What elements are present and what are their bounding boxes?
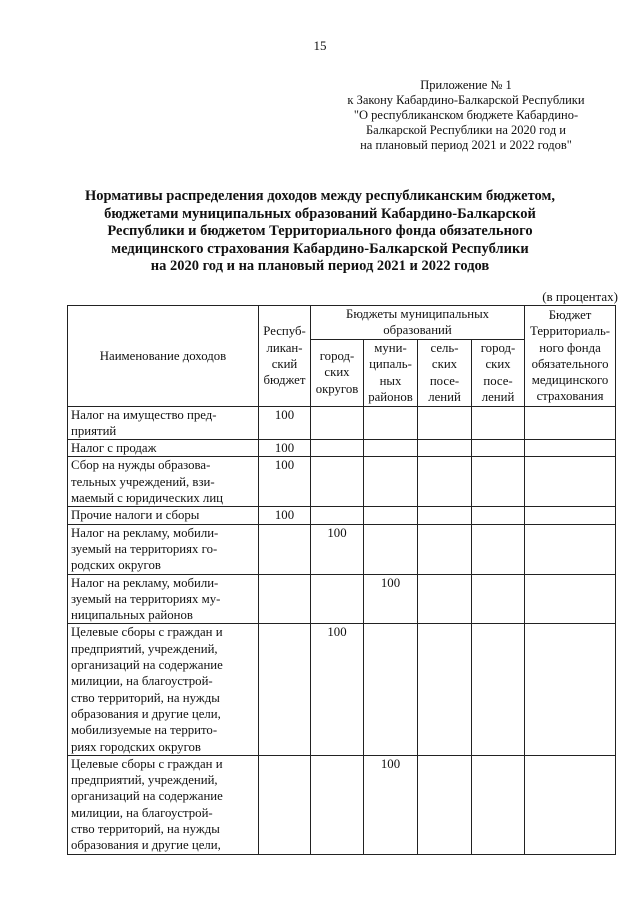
title-line: Республики и бюджетом Территориального фонда обязательного	[107, 223, 533, 239]
table-row	[68, 624, 616, 755]
cell-republican	[259, 755, 311, 854]
document-title	[60, 188, 580, 276]
cell-rural	[418, 457, 472, 507]
cell-fund	[525, 624, 616, 755]
cell-urban	[472, 574, 525, 624]
cell-rural	[418, 755, 472, 854]
cell-rural	[418, 574, 472, 624]
cell-urban	[472, 524, 525, 574]
cell-rural	[418, 624, 472, 755]
cell-district: 100	[364, 574, 418, 624]
cell-urban	[472, 440, 525, 457]
header-city-districts: город- ских округов	[311, 339, 364, 406]
cell-urban	[472, 457, 525, 507]
header-rural-settlements: сель- ских посе- лений	[418, 339, 472, 406]
cell-fund	[525, 507, 616, 524]
cell-rural	[418, 524, 472, 574]
cell-urban	[472, 624, 525, 755]
cell-urban	[472, 755, 525, 854]
row-name: Целевые сборы с граждан и предприятий, учреждений, организаций на содержание милиции, на благоустрой- ство территорий, на нужды образования и другие цели,	[68, 755, 259, 854]
cell-fund	[525, 524, 616, 574]
header-municipal-districts: муни- ципаль- ных районов	[364, 339, 418, 406]
row-name: Целевые сборы с граждан и предприятий, учреждений, организаций на содержание милиции, на благоустрой- ство территорий, на нужды образования и другие цели, мобилизуемые на террито- риях городских округов	[68, 624, 259, 755]
cell-city: 100	[311, 624, 364, 755]
cell-city	[311, 507, 364, 524]
cell-republican	[259, 524, 311, 574]
row-name: Прочие налоги и сборы	[68, 507, 259, 524]
table-row	[68, 524, 616, 574]
appendix-line: к Закону Кабардино-Балкарской Республики	[347, 93, 585, 107]
cell-district	[364, 524, 418, 574]
title-line: на 2020 год и на плановый период 2021 и 2022 годов	[150, 258, 490, 274]
table-row	[68, 574, 616, 624]
row-name: Налог на рекламу, мобили- зуемый на территориях му- ниципальных районов	[68, 574, 259, 624]
cell-urban	[472, 406, 525, 440]
cell-urban	[472, 507, 525, 524]
cell-republican	[259, 574, 311, 624]
cell-rural	[418, 507, 472, 524]
row-name: Налог с продаж	[68, 440, 259, 457]
cell-city	[311, 457, 364, 507]
cell-fund	[525, 406, 616, 440]
appendix-line: на плановый период 2021 и 2022 годов"	[360, 138, 572, 152]
row-name: Налог на рекламу, мобили- зуемый на территориях го- родских округов	[68, 524, 259, 574]
row-name: Сбор на нужды образова- тельных учреждений, взи- маемый с юридических лиц	[68, 457, 259, 507]
cell-district	[364, 440, 418, 457]
cell-fund	[525, 457, 616, 507]
cell-city	[311, 574, 364, 624]
cell-fund	[525, 574, 616, 624]
header-urban-settlements: город- ских посе- лений	[472, 339, 525, 406]
header-republican: Респуб- ликан- ский бюджет	[259, 306, 311, 407]
cell-city	[311, 440, 364, 457]
title-line: медицинского страхования Кабардино-Балкарской Республики	[111, 240, 529, 257]
cell-rural	[418, 406, 472, 440]
header-name: Наименование доходов	[68, 306, 259, 407]
title-line: Нормативы распределения доходов между республиканским бюджетом,	[85, 188, 555, 204]
cell-republican: 100	[259, 406, 311, 440]
table-row	[68, 457, 616, 507]
cell-district	[364, 624, 418, 755]
cell-district	[364, 457, 418, 507]
cell-republican	[259, 624, 311, 755]
table-row	[68, 440, 616, 457]
appendix-line: Балкарской Республики на 2020 год и	[365, 123, 566, 137]
appendix-line: Приложение № 1	[420, 78, 512, 92]
header-fund: Бюджет Территориаль- ного фонда обязательного медицинского страхования	[525, 306, 616, 407]
units-note: (в процентах)	[542, 289, 618, 304]
revenue-distribution-table	[67, 305, 616, 855]
cell-district	[364, 507, 418, 524]
table-row	[68, 406, 616, 440]
row-name: Налог на имущество пред- приятий	[68, 406, 259, 440]
cell-city: 100	[311, 524, 364, 574]
cell-district	[364, 406, 418, 440]
table-row	[68, 507, 616, 524]
table-row	[68, 755, 616, 854]
cell-republican: 100	[259, 440, 311, 457]
cell-district: 100	[364, 755, 418, 854]
appendix-line: "О республиканском бюджете Кабардино-	[353, 108, 579, 122]
cell-city	[311, 406, 364, 440]
cell-republican: 100	[259, 507, 311, 524]
title-line: бюджетами муниципальных образований Кабардино-Балкарской	[104, 205, 536, 222]
cell-fund	[525, 755, 616, 854]
cell-republican: 100	[259, 457, 311, 507]
page-number: 15	[313, 38, 327, 53]
cell-city	[311, 755, 364, 854]
cell-rural	[418, 440, 472, 457]
appendix-header	[318, 78, 614, 153]
header-municipal-group: Бюджеты муниципальных образований	[311, 306, 525, 340]
cell-fund	[525, 440, 616, 457]
